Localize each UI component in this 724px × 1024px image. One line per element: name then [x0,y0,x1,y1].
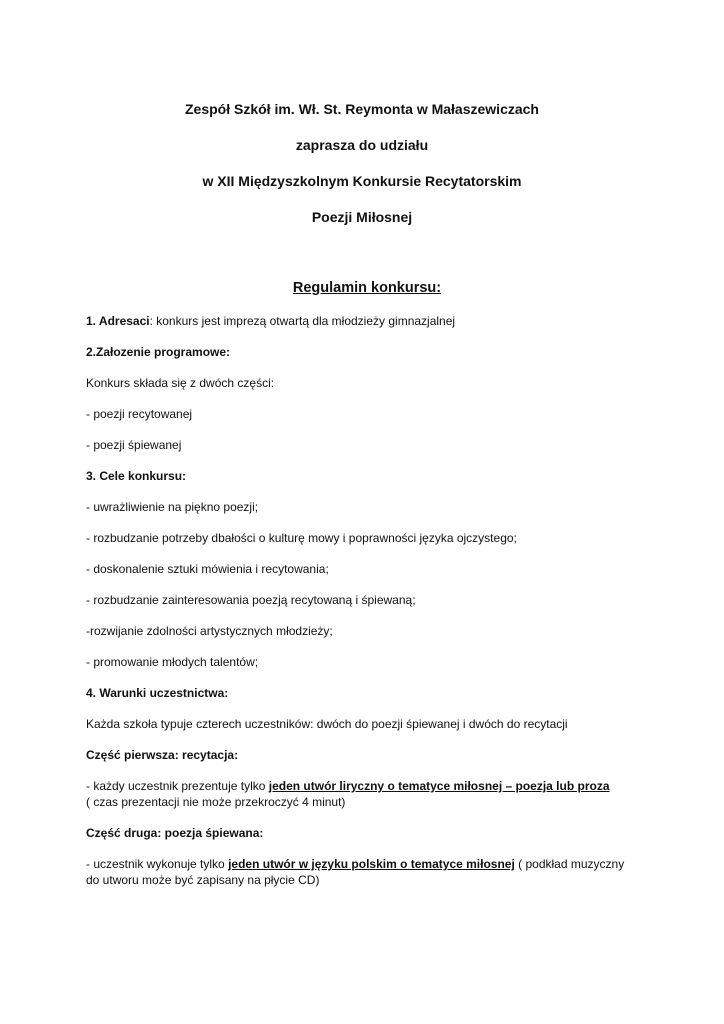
part-two-line-text: - uczestnik wykonuje tylko [86,857,229,871]
part-one-line [86,778,610,794]
part-one-line-emphasis: jeden utwór liryczny o tematyce miłosnej – poezja lub proza [268,779,610,793]
list-item: - doskonalenie sztuki mówienia i recytowania; [86,562,329,576]
list-item: - rozbudzanie zainteresowania poezją recytowaną i śpiewaną; [86,593,416,607]
part-one-time-limit: ( czas prezentacji nie może przekroczyć 4 minut) [86,795,346,809]
section-addressees-label: 1. Adresaci [86,314,150,328]
list-item: - poezji śpiewanej [86,438,182,452]
part-two-heading: Część druga: poezja śpiewana: [86,826,264,840]
list-item: - uwrażliwienie na piękno poezji; [86,500,259,514]
list-item: - poezji recytowanej [86,407,193,421]
header-contest-name: w XII Międzyszkolnym Konkursie Recytatorskim [202,173,522,189]
section-addressees [86,313,455,329]
part-two-line-emphasis: jeden utwór w języku polskim o tematyce miłosnej [228,857,515,871]
part-two-cd-note: do utworu może być zapisany na płycie CD) [86,873,320,887]
section-addressees-text: : konkurs jest imprezą otwartą dla młodzieży gimnazjalnej [149,314,456,328]
page-title: Regulamin konkursu: [292,280,442,296]
list-item: - promowanie młodych talentów; [86,655,259,669]
part-two-line-tail: ( podkład muzyczny [514,857,625,871]
section-conditions-heading: 4. Warunki uczestnictwa: [86,686,229,700]
section-program-intro: Konkurs składa się z dwóch części: [86,376,275,390]
header-invitation: zaprasza do udziału [295,137,429,153]
part-one-line-text: - każdy uczestnik prezentuje tylko [86,779,269,793]
section-goals-heading: 3. Cele konkursu: [86,469,187,483]
part-one-heading: Część pierwsza: recytacja: [86,748,239,762]
list-item: -rozwijanie zdolności artystycznych młodzieży; [86,624,333,638]
part-two-line [86,856,624,872]
section-conditions-text: Każda szkoła typuje czterech uczestników: dwóch do poezji śpiewanej i dwóch do recytacji [86,717,568,731]
header-school-name: Zespół Szkół im. Wł. St. Reymonta w Małaszewiczach [185,101,539,117]
header-contest-topic: Poezji Miłosnej [311,209,413,225]
section-program-heading: 2.Załozenie programowe: [86,345,231,359]
list-item: - rozbudzanie potrzeby dbałości o kulturę mowy i poprawności języka ojczystego; [86,531,517,545]
